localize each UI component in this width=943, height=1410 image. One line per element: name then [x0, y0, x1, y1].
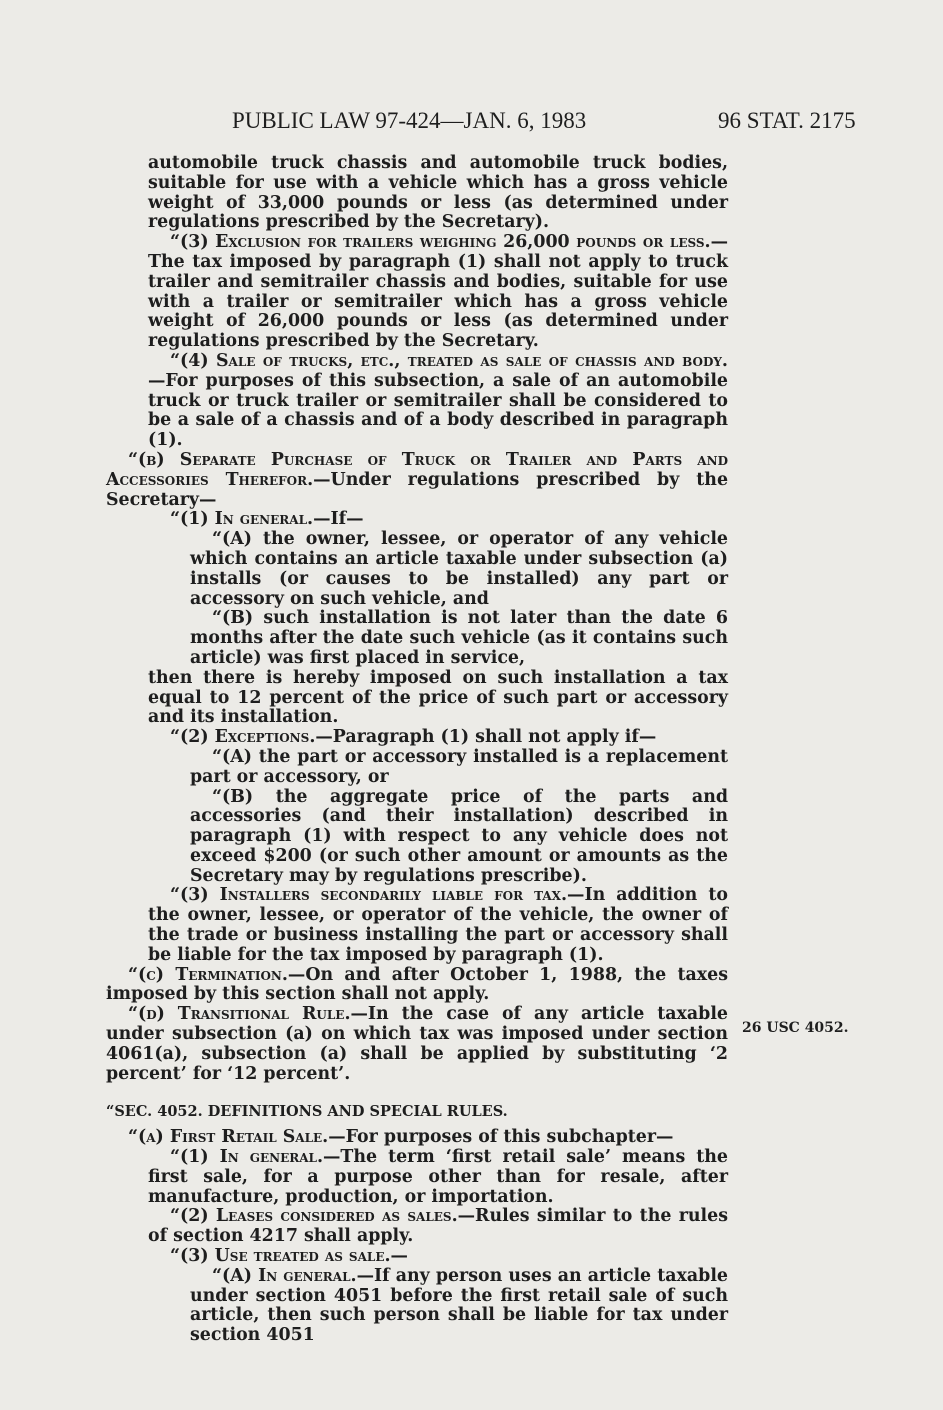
paragraph: [106, 233, 728, 352]
paragraph: [106, 451, 728, 510]
paragraph-body: —The term ‘first retail sale’ means the first sale, for a purpose other than for resale, after manufacture, production, or importation.: [148, 1147, 728, 1207]
section-heading: “SEC. 4052. DEFINITIONS AND SPECIAL RULES.: [106, 1103, 508, 1121]
paragraph-body: —The tax imposed by paragraph (1) shall not apply to truck trailer and semitrailer chassis and bodies, suitable for use with a trailer or semitrailer which has a gross vehicle weight of 26,000 pounds or less (as determined under regulations prescribed by the Secretary.: [148, 232, 728, 352]
paragraph-heading: “(3) Use treated as sale.: [170, 1246, 391, 1267]
paragraph-body: —: [390, 1246, 408, 1267]
paragraph: [106, 886, 728, 965]
paragraph-heading: “(c) Termination.: [128, 964, 288, 985]
margin-citation: 26 USC 4052.: [742, 1020, 849, 1036]
paragraph: “(B) such installation is not later than the date 6 months after the date such vehicle (as it contains such article) was first placed in service,: [190, 608, 728, 668]
paragraph-body: —If any person uses an article taxable under section 4051 before the first retail sale of such article, then such person shall be liable for tax under section 4051: [190, 1265, 729, 1346]
paragraph: [106, 1267, 728, 1346]
paragraph: [106, 1128, 728, 1148]
paragraph-heading: “(d) Transitional Rule.: [128, 1004, 351, 1025]
running-header-title: PUBLIC LAW 97-424—JAN. 6, 1983: [232, 108, 587, 133]
paragraph-heading: “(b) Separate Purchase of Truck or Trailer and Parts and Accessories Therefor.: [106, 449, 728, 490]
paragraph-body: —If—: [313, 509, 364, 530]
paragraph: [106, 728, 728, 748]
paragraph: [106, 1207, 728, 1247]
paragraph-heading: “(2) Exceptions.: [170, 727, 316, 748]
paragraph-body: —Paragraph (1) shall not apply if—: [315, 727, 657, 748]
paragraph-body: —Under regulations prescribed by the Secretary—: [106, 469, 729, 510]
paragraph: [106, 1247, 728, 1267]
paragraph: [106, 352, 728, 451]
paragraph-heading: “(4) Sale of trucks, etc., treated as sale of chassis and body.: [170, 350, 728, 371]
paragraph-body: —In the case of any article taxable under subsection (a) on which tax was imposed under section 4061(a), subsection (a) shall be applied by substituting ‘2 percent’ for ‘12 percent’.: [106, 1004, 728, 1084]
paragraph-body: —On and after October 1, 1988, the taxes imposed by this section shall not apply.: [106, 964, 728, 1005]
paragraph: “(A) the part or accessory installed is a replacement part or accessory, or: [190, 746, 728, 787]
paragraph-body: —For purposes of this subchapter—: [328, 1127, 674, 1148]
paragraph: [106, 1148, 728, 1207]
paragraph-heading: “(a) First Retail Sale.: [128, 1127, 329, 1148]
paragraph-heading: “(3) Installers secondarily liable for tax.: [170, 885, 568, 906]
body-text: [106, 154, 728, 1346]
running-header-stat: 96 STAT. 2175: [718, 108, 856, 133]
paragraph-heading: “(A) In general.: [212, 1265, 357, 1286]
paragraph: “(A) the owner, lessee, or operator of any vehicle which contains an article taxable under subsection (a) installs (or causes to be installed) any part or accessory on such vehicle, and: [190, 529, 728, 609]
paragraph-body: —In addition to the owner, lessee, or operator of the vehicle, the owner of the trade or business installing the part or accessory shall be liable for the tax imposed by paragraph (1).: [148, 885, 728, 965]
paragraph: [106, 1005, 728, 1084]
paragraph-heading: “(1) In general.: [170, 509, 314, 530]
paragraph: automobile truck chassis and automobile truck bodies, suitable for use with a vehicle which has a gross vehicle weight of 33,000 pounds or less (as determined under regulations prescribed by the Secretary).: [148, 153, 728, 233]
paragraph: “(B) the aggregate price of the parts and accessories (and their installation) described in paragraph (1) with respect to any vehicle does not exceed $200 (or such other amount or amounts as the Secretary may by regulations prescribe).: [190, 786, 728, 886]
paragraph-heading: “(1) In general.: [170, 1147, 324, 1168]
paragraph: [106, 966, 728, 1006]
paragraph-body: —Rules similar to the rules of section 4217 shall apply.: [148, 1206, 728, 1247]
paragraph-heading: “(2) Leases considered as sales.: [170, 1206, 458, 1227]
paragraph-body: —For purposes of this subsection, a sale of an automobile truck or truck trailer or semitrailer shall be considered to be a sale of a chassis and of a body described in paragraph (1).: [148, 370, 728, 451]
paragraph: then there is hereby imposed on such installation a tax equal to 12 percent of the price of such part or accessory and its installation.: [148, 667, 728, 728]
paragraph: [106, 510, 728, 530]
paragraph-heading: “(3) Exclusion for trailers weighing 26,000 pounds or less.: [170, 232, 711, 253]
